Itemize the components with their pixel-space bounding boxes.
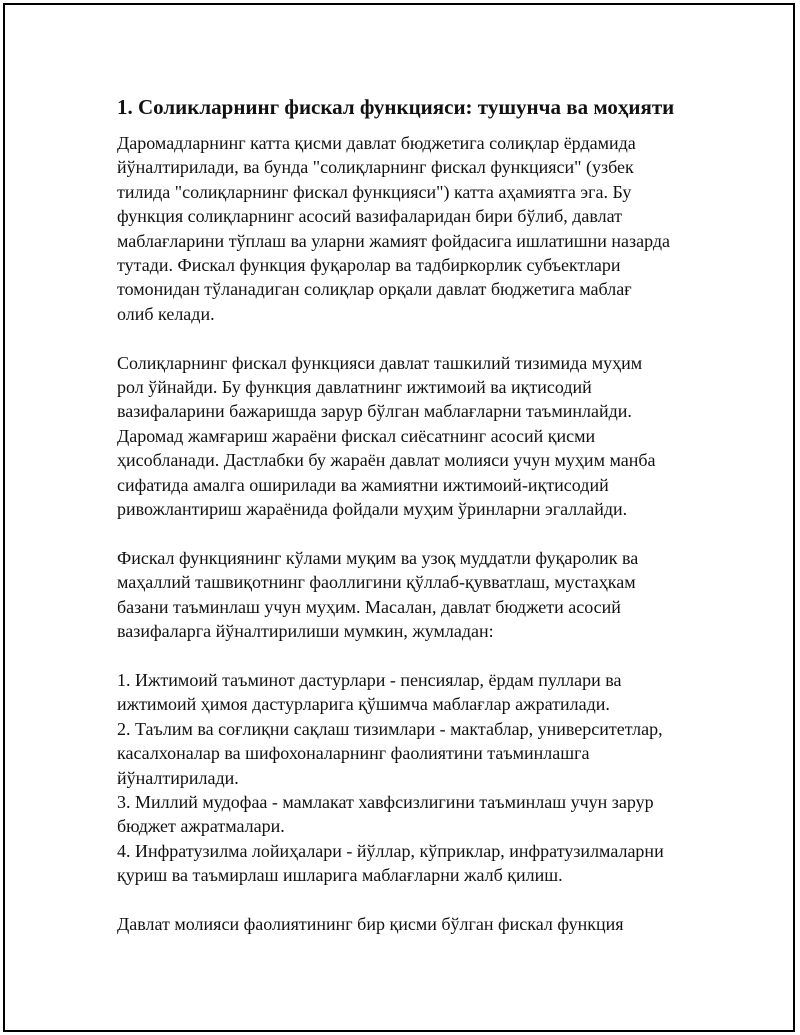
numbered-list <box>117 668 717 888</box>
text-line: базани таъминлаш учун муҳим. Масалан, давлат бюджети асосий <box>117 596 621 617</box>
paragraph-gap <box>117 521 717 545</box>
text-line: томонидан тўланадиган солиқлар орқали давлат бюджетига маблағ <box>117 279 632 300</box>
text-line: Даромад жамғариш жараёни фискал сиёсатнинг асосий қисми <box>117 425 596 446</box>
text-line: вазифаларга йўналтирилиши мумкин, жумладан: <box>117 621 494 642</box>
list-item-line: йўналтирилади. <box>117 767 239 788</box>
text-line: ҳисобланади. Дастлабки бу жараён давлат молияси учун муҳим манба <box>117 450 656 471</box>
text-line: рол ўйнайди. Бу функция давлатнинг ижтимоий ва иқтисодий <box>117 377 592 398</box>
list-item-line: 2. Таълим ва соғлиқни сақлаш тизимлари - мактаблар, университетлар, <box>117 718 663 739</box>
list-item-line: қуриш ва таъмирлаш ишларига маблағларни жалб қилиш. <box>117 865 563 886</box>
paragraph-gap <box>117 326 717 350</box>
document-body <box>117 93 717 936</box>
document-title: 1. Соликларнинг фискал функцияси: тушунча ва моҳияти <box>117 95 675 119</box>
paragraph-3 <box>117 546 717 644</box>
text-line: маҳаллий ташвиқотнинг фаоллигини қўллаб-қувватлаш, мустаҳкам <box>117 572 636 593</box>
text-line: сифатида амалга оширилади ва жамиятни ижтимоий-иқтисодий <box>117 474 609 495</box>
text-line: Солиқларнинг фискал функцияси давлат ташкилий тизимида муҳим <box>117 352 643 373</box>
text-line: Давлат молияси фаолиятининг бир қисми бўлган фискал функция <box>117 913 624 934</box>
list-item-line: бюджет ажратмалари. <box>117 816 285 837</box>
text-line: ривожлантириш жараёнида фойдали муҳим ўринларни эгаллайди. <box>117 499 628 520</box>
paragraph-2 <box>117 351 717 522</box>
list-item-line: касалхоналар ва шифохоналарнинг фаолиятини таъминлашга <box>117 743 590 764</box>
text-line: Даромадларнинг катта қисми давлат бюджетига солиқлар ёрдамида <box>117 133 636 153</box>
paragraph-gap <box>117 644 717 668</box>
text-line: маблағларини тўплаш ва уларни жамият фойдасига ишлатишни назарда <box>117 230 671 251</box>
list-item-line: 3. Миллий мудофаа - мамлакат хавфсизлигини таъминлаш учун зарур <box>117 791 654 812</box>
text-line: функция солиқларнинг асосий вазифаларидан бири бўлиб, давлат <box>117 206 623 227</box>
list-item-line: 4. Инфратузилма лойиҳалари - йўллар, кўприклар, инфратузилмаларни <box>117 840 664 861</box>
text-line: йўналтирилади, ва бунда "солиқларнинг фискал функцияси" (узбек <box>117 157 634 178</box>
text-line: олиб келади. <box>117 303 215 324</box>
list-item-line: 1. Ижтимоий таъминот дастурлари - пенсиялар, ёрдам пуллари ва <box>117 669 622 690</box>
text-line: тутади. Фискал функция фуқаролар ва тадбиркорлик субъектлари <box>117 255 621 276</box>
paragraph-gap <box>117 888 717 912</box>
paragraph-5 <box>117 912 717 936</box>
list-item-line: ижтимоий ҳимоя дастурларига қўшимча маблағлар ажратилади. <box>117 694 610 715</box>
text-line: вазифаларини бажаришда зарур бўлган маблағларни таъминлайди. <box>117 401 632 422</box>
text-line: тилида "солиқларнинг фискал функцияси") катта аҳамиятга эга. Бу <box>117 181 632 202</box>
text-line: Фискал функциянинг кўлами муқим ва узоқ муддатли фуқаролик ва <box>117 547 639 568</box>
paragraph-1 <box>117 131 717 326</box>
